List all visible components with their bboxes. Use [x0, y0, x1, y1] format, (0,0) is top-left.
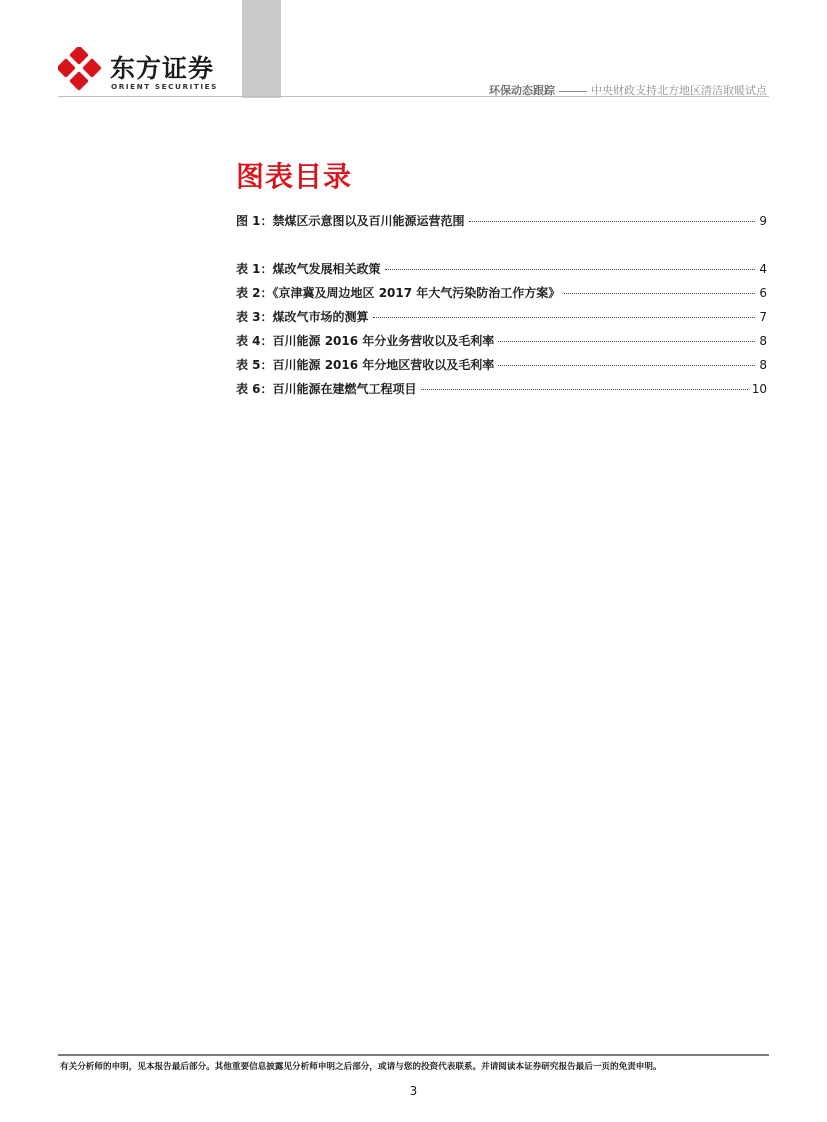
toc-leader-dots [498, 365, 755, 366]
toc-entry-label: 表 5：百川能源 2016 年分地区营收以及毛利率 [236, 358, 495, 372]
toc-entry-page: 7 [759, 310, 767, 324]
toc-entry-label: 表 3：煤改气市场的测算 [236, 310, 369, 324]
toc-leader-dots [421, 389, 748, 390]
toc-leader-dots [469, 221, 756, 222]
company-logo [58, 47, 228, 95]
header-dash [559, 91, 587, 92]
toc-entry-page: 8 [759, 334, 767, 348]
report-section: 环保动态跟踪 [489, 84, 555, 97]
toc-leader-dots [373, 317, 756, 318]
toc-entry-label: 表 1：煤改气发展相关政策 [236, 262, 381, 276]
toc-leader-dots [385, 269, 756, 270]
toc-entry-table-3[interactable] [236, 308, 767, 332]
toc-leader-dots [564, 293, 755, 294]
toc-list [236, 212, 767, 404]
toc-entry-page: 6 [759, 286, 767, 300]
toc-entry-label: 表 2：《京津冀及周边地区 2017 年大气污染防治工作方案》 [236, 286, 561, 300]
toc-entry-table-2[interactable] [236, 284, 767, 308]
header-divider [58, 96, 769, 97]
toc-entry-label: 图 1：禁煤区示意图以及百川能源运营范围 [236, 214, 465, 228]
toc-entry-table-5[interactable] [236, 356, 767, 380]
toc-entry-page: 8 [759, 358, 767, 372]
toc-entry-table-1[interactable] [236, 260, 767, 284]
toc-title: 图表目录 [236, 160, 353, 193]
report-title: 中央财政支持北方地区清洁取暖试点 [591, 84, 767, 97]
toc-entry-page: 4 [759, 262, 767, 276]
toc-entry-figure-1[interactable] [236, 212, 767, 236]
logo-chinese-text: 东方证券 [110, 54, 215, 83]
logo-mark-icon [58, 47, 104, 93]
toc-leader-dots [498, 341, 755, 342]
page-number: 3 [409, 1084, 418, 1098]
logo-english-text: ORIENT SECURITIES [111, 82, 218, 91]
toc-entry-page: 9 [759, 214, 767, 228]
header-gray-tab [242, 0, 281, 98]
toc-entry-page: 10 [751, 382, 767, 396]
toc-entry-label: 表 4：百川能源 2016 年分业务营收以及毛利率 [236, 334, 495, 348]
footer-divider [58, 1054, 769, 1056]
footer-disclaimer: 有关分析师的申明，见本报告最后部分。其他重要信息披露见分析师申明之后部分，或请与您的投资代表联系。并请阅读本证券研究报告最后一页的免责申明。 [60, 1062, 662, 1072]
toc-entry-label: 表 6：百川能源在建燃气工程项目 [236, 382, 417, 396]
toc-entry-table-6[interactable] [236, 380, 767, 404]
toc-entry-table-4[interactable] [236, 332, 767, 356]
